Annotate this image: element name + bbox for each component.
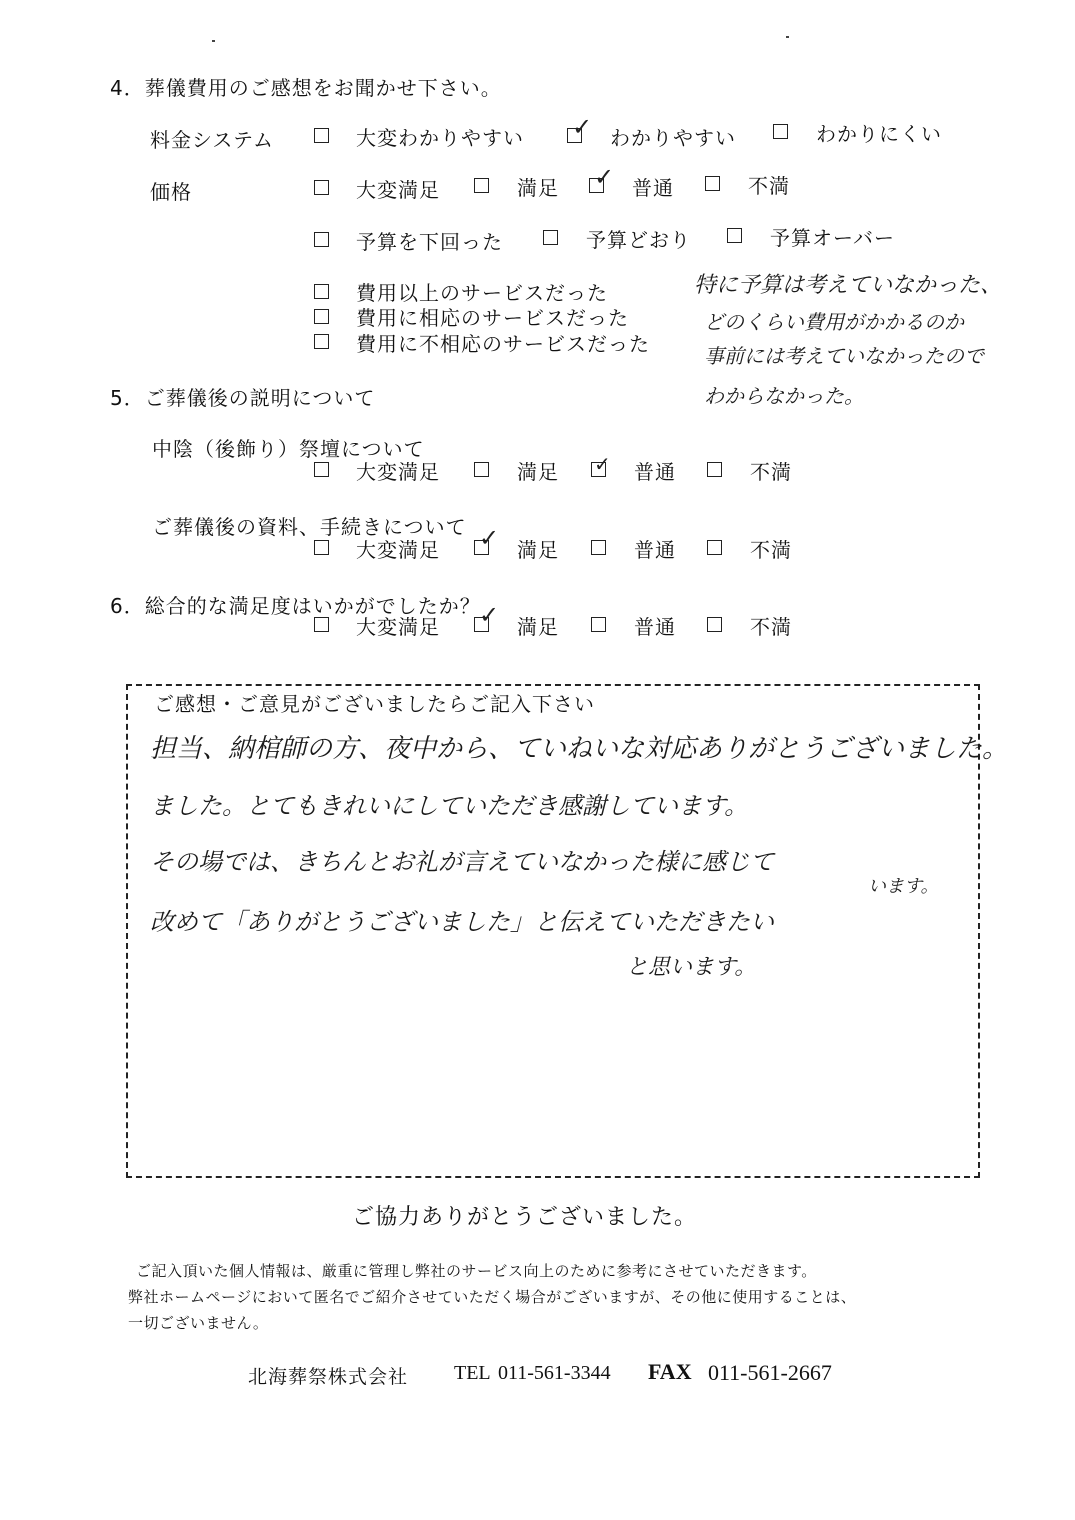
option-documents-satisfied: 満足 — [517, 538, 559, 562]
checkbox-altar-very-satisfied[interactable] — [314, 462, 329, 477]
option-fee-very-clear: 大変わかりやすい — [356, 126, 524, 150]
option-documents-very-satisfied: 大変満足 — [356, 538, 440, 562]
checkmark-icon: ✓ — [594, 163, 615, 191]
comment-heading: ご感想・ご意見がございましたらご記入下さい — [150, 688, 599, 717]
checkbox-documents-normal[interactable] — [591, 540, 606, 555]
comment-line: 担当、納棺師の方、夜中から、ていねいな対応ありがとうございました。 — [150, 734, 1009, 764]
checkbox-fee-unclear[interactable] — [773, 124, 788, 139]
checkbox-budget-under[interactable] — [314, 232, 329, 247]
checkmark-icon: ✓ — [479, 524, 500, 552]
privacy-line: ご記入頂いた個人情報は、厳重に管理し弊社のサービス向上のために参考にさせていただきます。 — [136, 1262, 817, 1280]
option-fee-clear: わかりやすい — [610, 126, 736, 150]
checkbox-budget-over[interactable] — [727, 228, 742, 243]
handwritten-note-line: 特に予算は考えていなかった、 — [694, 273, 1003, 298]
checkmark-icon: ✓ — [572, 113, 593, 141]
option-service-above: 費用以上のサービスだった — [356, 281, 608, 305]
privacy-line: 一切ございません。 — [128, 1314, 269, 1332]
question-5-title: 5．ご葬儀後の説明について — [110, 386, 376, 410]
option-price-normal: 普通 — [632, 176, 674, 200]
option-altar-normal: 普通 — [634, 460, 676, 484]
comment-line: 改めて「ありがとうございました」と伝えていただきたい — [150, 908, 774, 936]
option-altar-unsatisfied: 不満 — [750, 460, 792, 484]
option-altar-very-satisfied: 大変満足 — [356, 460, 440, 484]
option-budget-over: 予算オーバー — [770, 226, 895, 250]
handwritten-note-line: わからなかった。 — [704, 384, 864, 408]
option-overall-satisfied: 満足 — [517, 615, 559, 639]
checkbox-documents-unsatisfied[interactable] — [707, 540, 722, 555]
comment-line: と思います。 — [626, 955, 757, 980]
checkbox-budget-on[interactable] — [543, 230, 558, 245]
checkmark-icon: ✓ — [594, 452, 611, 476]
documents-label: ご葬儀後の資料、手続きについて — [152, 515, 467, 539]
comment-line: います。 — [868, 876, 939, 897]
checkbox-service-above[interactable] — [314, 284, 329, 299]
option-overall-normal: 普通 — [634, 615, 676, 639]
fax-label: FAX — [648, 1359, 692, 1384]
question-4-title: 4．葬儀費用のご感想をお聞かせ下さい。 — [110, 76, 502, 100]
privacy-line: 弊社ホームページにおいて匿名でご紹介させていただく場合がございますが、その他に使用することは、 — [128, 1288, 857, 1306]
fax-number: 011-561-2667 — [708, 1360, 832, 1385]
checkbox-altar-unsatisfied[interactable] — [707, 462, 722, 477]
checkbox-service-equal[interactable] — [314, 309, 329, 324]
option-fee-unclear: わかりにくい — [816, 122, 942, 146]
handwritten-note-line: 事前には考えていなかったので — [704, 344, 984, 368]
checkbox-overall-unsatisfied[interactable] — [707, 617, 722, 632]
checkbox-price-unsatisfied[interactable] — [705, 176, 720, 191]
altar-label: 中陰（後飾り）祭壇について — [152, 437, 425, 461]
checkbox-price-satisfied[interactable] — [474, 178, 489, 193]
checkbox-documents-very-satisfied[interactable] — [314, 540, 329, 555]
option-overall-unsatisfied: 不満 — [750, 615, 792, 639]
option-documents-normal: 普通 — [634, 538, 676, 562]
option-service-equal: 費用に相応のサービスだった — [356, 306, 629, 330]
checkbox-price-very-satisfied[interactable] — [314, 180, 329, 195]
comment-line: その場では、きちんとお礼が言えていなかった様に感じて — [150, 848, 774, 876]
option-price-unsatisfied: 不満 — [748, 174, 790, 198]
option-service-below: 費用に不相応のサービスだった — [356, 332, 650, 356]
scan-mark — [786, 36, 789, 38]
option-overall-very-satisfied: 大変満足 — [356, 615, 440, 639]
question-6-title: 6．総合的な満足度はいかがでしたか？ — [110, 594, 481, 618]
option-altar-satisfied: 満足 — [517, 460, 559, 484]
scan-mark — [212, 40, 215, 42]
price-label: 価格 — [150, 180, 192, 204]
fee-system-label: 料金システム — [150, 128, 274, 152]
checkbox-overall-very-satisfied[interactable] — [314, 617, 329, 632]
checkbox-overall-normal[interactable] — [591, 617, 606, 632]
thanks-message: ご協力ありがとうございました。 — [352, 1205, 698, 1230]
tel-label: TEL — [454, 1362, 491, 1384]
checkbox-altar-satisfied[interactable] — [474, 462, 489, 477]
checkbox-service-below[interactable] — [314, 334, 329, 349]
option-budget-under: 予算を下回った — [356, 230, 503, 254]
option-budget-on: 予算どおり — [586, 228, 691, 252]
handwritten-note-line: どのくらい費用がかかるのか — [704, 310, 964, 334]
option-price-very-satisfied: 大変満足 — [356, 178, 440, 202]
checkmark-icon: ✓ — [479, 601, 500, 629]
option-price-satisfied: 満足 — [517, 176, 559, 200]
company-name: 北海葬祭株式会社 — [248, 1366, 409, 1388]
tel-number: 011-561-3344 — [498, 1362, 611, 1384]
comment-line: ました。とてもきれいにしていただき感謝しています。 — [150, 792, 749, 820]
option-documents-unsatisfied: 不満 — [750, 538, 792, 562]
checkbox-fee-very-clear[interactable] — [314, 128, 329, 143]
